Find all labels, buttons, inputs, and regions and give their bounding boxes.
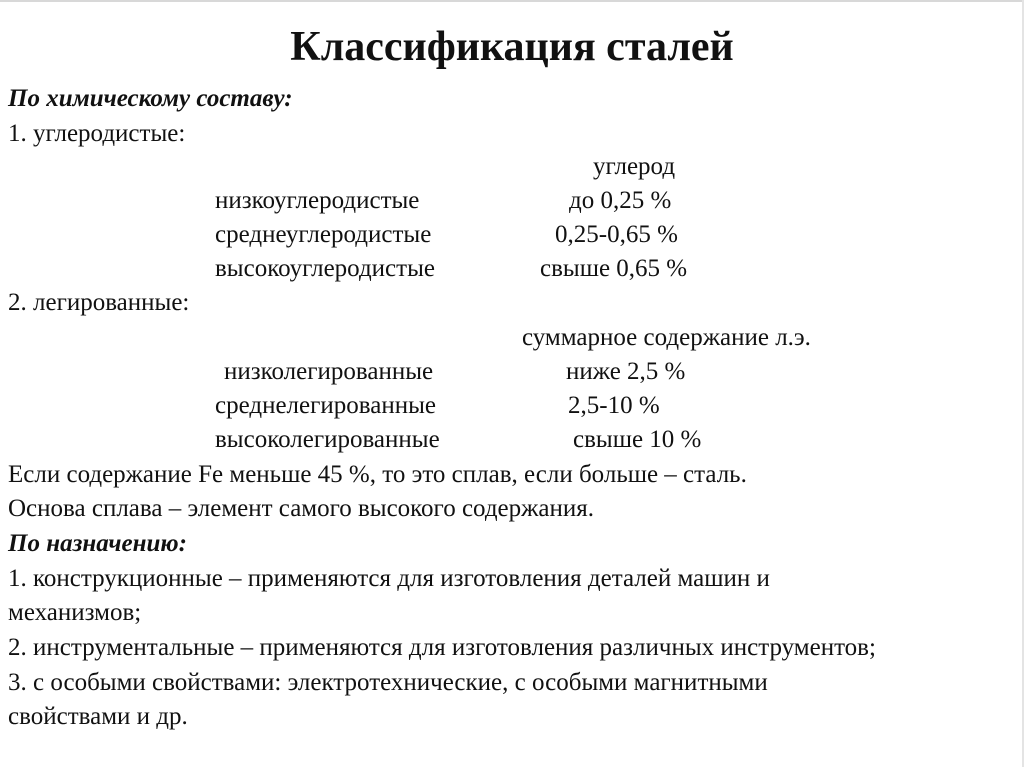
- low-alloy-name: низколегированные: [224, 358, 434, 385]
- purpose-line: свойствами и др.: [8, 703, 188, 730]
- slide-title: Классификация сталей: [290, 24, 734, 70]
- high-carbon-value: свыше 0,65 %: [540, 255, 688, 282]
- high-alloy-name: высоколегированные: [215, 426, 440, 453]
- medium-alloy-name: среднелегированные: [215, 392, 436, 419]
- low-carbon-value: до 0,25 %: [569, 187, 672, 214]
- chemical-composition-heading: По химическому составу:: [8, 85, 293, 112]
- purpose-line: 3. с особыми свойствами: электротехнические, с особыми магнитными: [8, 669, 768, 696]
- alloyed-steel-heading: 2. легированные:: [8, 289, 190, 316]
- medium-carbon-value: 0,25-0,65 %: [555, 221, 678, 248]
- carbon-steel-heading: 1. углеродистые:: [8, 120, 186, 147]
- low-carbon-name: низкоуглеродистые: [215, 187, 420, 214]
- high-alloy-value: свыше 10 %: [573, 426, 702, 453]
- iron-content-note: Если содержание Fe меньше 45 %, то это сплав, если больше – сталь.: [8, 461, 747, 488]
- purpose-line: 1. конструкционные – применяются для изготовления деталей машин и: [8, 565, 770, 592]
- purpose-line: механизмов;: [8, 599, 142, 626]
- slide-border-top: [0, 0, 1024, 2]
- carbon-column-header: углерод: [593, 153, 676, 180]
- high-carbon-name: высокоуглеродистые: [215, 255, 435, 282]
- medium-alloy-value: 2,5-10 %: [568, 392, 660, 419]
- purpose-line: 2. инструментальные – применяются для изготовления различных инструментов;: [8, 634, 876, 661]
- alloy-column-header: суммарное содержание л.э.: [522, 324, 811, 351]
- low-alloy-value: ниже 2,5 %: [566, 358, 686, 385]
- medium-carbon-name: среднеуглеродистые: [215, 221, 432, 248]
- alloy-base-note: Основа сплава – элемент самого высокого содержания.: [8, 495, 595, 522]
- purpose-heading: По назначению:: [8, 530, 187, 557]
